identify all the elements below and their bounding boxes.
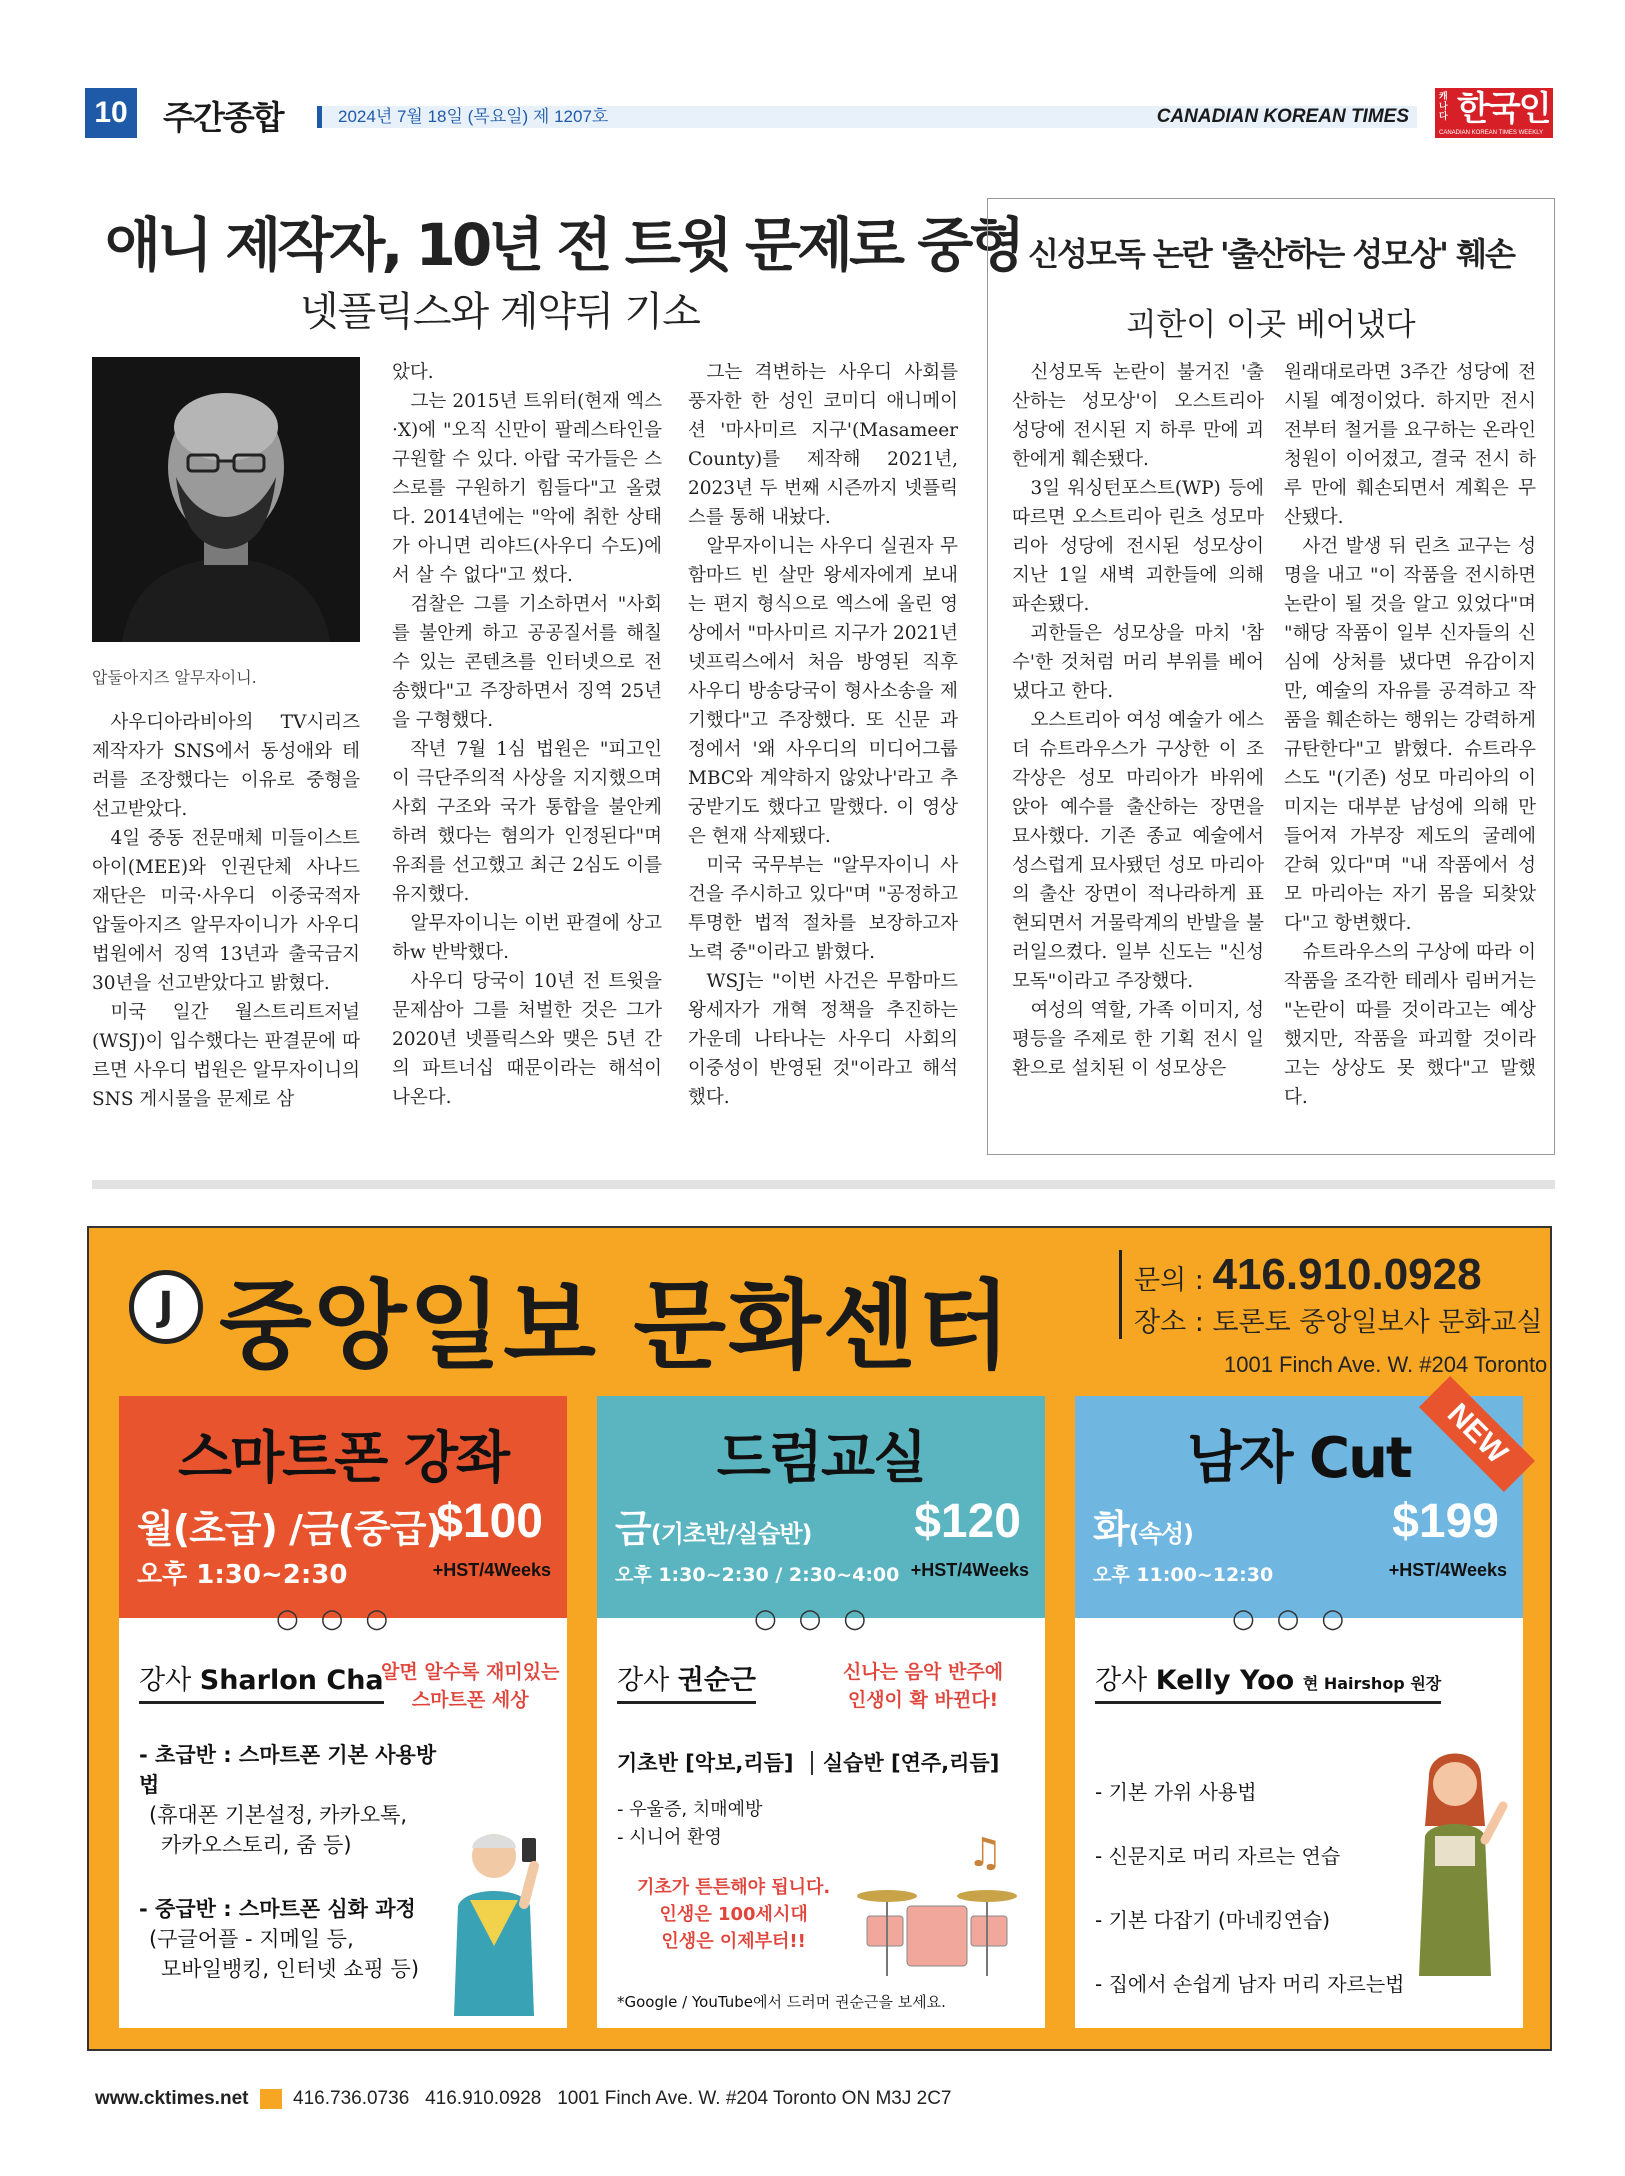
culture-center-ad xyxy=(87,1226,1552,2051)
logo-sub-text: CANADIAN KOREAN TIMES WEEKLY xyxy=(1439,130,1544,136)
class-curriculum xyxy=(617,1796,762,1852)
class-time: 오후 11:00~12:30 xyxy=(1093,1564,1274,1586)
article2-headline: 신성모독 논란 '출산하는 성모상' 훼손 xyxy=(1028,235,1514,273)
ad-contact-info xyxy=(1119,1250,1543,1339)
paragraph: 검찰은 그를 기소하면서 "사회를 불안케 하고 공공질서를 해칠 수 있는 콘텐츠를 인터넷으로 전송했다"고 주장하면서 징역 25년을 구형했다. xyxy=(392,594,662,731)
page-footer xyxy=(95,2088,951,2110)
class-day-sub: (속성) xyxy=(1128,1520,1194,1548)
list-item: (구글어플 - 지메일 등, xyxy=(149,1927,354,1951)
drum-set-illustration-icon xyxy=(847,1826,1027,1986)
teacher-label: 강사 xyxy=(617,1665,670,1696)
ad-address: 1001 Finch Ave. W. #204 Toronto xyxy=(1224,1352,1548,1377)
contact-label: 문의 : xyxy=(1134,1265,1204,1296)
list-item: - 집에서 손쉽게 남자 머리 자르는법 xyxy=(1095,1972,1405,1996)
new-badge: NEW xyxy=(1419,1376,1535,1492)
article1-column-1 xyxy=(92,708,360,1114)
list-item: - 신문지로 머리 자르는 연습 xyxy=(1095,1844,1341,1868)
teacher-value: Kelly Yoo xyxy=(1155,1665,1295,1696)
senior-smartphone-illustration-icon xyxy=(434,1816,554,2016)
article2-column-2 xyxy=(1284,358,1536,1112)
footer-website[interactable]: www.cktimes.net xyxy=(95,2088,249,2109)
issue-date: 2024년 7월 18일 (목요일) 제 1207호 xyxy=(338,107,609,126)
class-curriculum xyxy=(1095,1760,1404,2016)
paragraph: WSJ는 "이번 사건은 무함마드 왕세자가 개혁 정책을 추진하는 가운데 나타나는 사우디 사회의 이중성이 반영된 것"이라고 해석했다. xyxy=(688,971,958,1108)
binder-rings-icon: ○○○ xyxy=(275,1604,411,1634)
paragraph: 사건 발생 뒤 린츠 교구는 성명을 내고 "이 작품을 전시하면 논란이 될 것을 알고 있었다"며 "해당 작품이 일부 신자들의 신심에 상처를 냈다면 유감이지만, 예술의 자유를 공격하고 작품을 훼손하는 행위는 강력하게 규탄한다"고 밝혔다. 슈트라우스도 "(기존) 성모 마리아의 이미지는 대부분 남성에 의해 만들어져 가부장 제도의 굴레에 갇혀 있다"며 "내 작품에서 성모 마리아는 자기 몸을 되찾았다"고 항변했다. xyxy=(1284,536,1536,934)
article1-column-2 xyxy=(392,358,662,1112)
class-slogan xyxy=(381,1658,559,1714)
home-icon xyxy=(260,2089,282,2109)
list-item: (휴대폰 기본설정, 카카오톡, xyxy=(149,1803,408,1827)
paragraph: 슈트라우스의 구상에 따라 이 작품을 조각한 테레사 림버거는 "논란이 따를 것이라고는 예상했지만, 작품을 파괴할 것이라고는 상상도 못 했다"고 말했다. xyxy=(1284,942,1536,1108)
article1-column-3 xyxy=(688,358,958,1112)
class-title: 드럼교실 xyxy=(716,1426,926,1491)
class-tax: +HST/4Weeks xyxy=(910,1560,1029,1580)
teacher-value: Sharlon Cha xyxy=(199,1665,384,1696)
drum-class-card xyxy=(597,1396,1045,2028)
teacher-note: 현 Hairshop 원장 xyxy=(1302,1674,1442,1693)
paragraph: 그는 2015년 트위터(현재 엑스·X)에 "오직 신만이 팔레스타인을 구원할 수 있다. 아랍 국가들은 스스로를 구원하기 힘들다"고 올렸다. 2014년에는 "악에 취한 상태가 아니면 리야드(사우디 수도)에서 살 수 없다"고 썼다. xyxy=(392,391,662,586)
youtube-note: *Google / YouTube에서 드러머 권순근을 보세요. xyxy=(617,1993,946,2011)
list-item: - 중급반 : 스마트폰 심화 과정 xyxy=(139,1897,416,1921)
footer-address: 1001 Finch Ave. W. #204 Toronto ON M3J 2C7 xyxy=(557,2088,952,2109)
promo-line: 기초가 튼튼해야 됩니다. xyxy=(637,1877,831,1898)
class-levels xyxy=(617,1748,999,1778)
class-curriculum xyxy=(139,1740,439,1984)
paragraph: 았다. xyxy=(392,362,434,383)
location-row xyxy=(1134,1300,1543,1339)
publication-name: CANADIAN KOREAN TIMES xyxy=(1156,106,1409,127)
svg-text:♫: ♫ xyxy=(967,1830,1003,1876)
list-item: - 우울증, 치매예방 xyxy=(617,1799,763,1820)
contact-phone: 416.910.0928 xyxy=(1212,1250,1482,1299)
paragraph: 신성모독 논란이 불거진 '출산하는 성모상'이 오스트리아 성당에 전시된 지 하루 만에 괴한에게 훼손됐다. xyxy=(1012,362,1264,470)
paragraph: 미국 일간 월스트리트저널(WSJ)이 입수했다는 판결문에 따르면 사우디 법원은 알무자이니의 SNS 게시물을 문제로 삼 xyxy=(92,1002,360,1110)
paragraph: 4일 중동 전문매체 미들이스트아이(MEE)와 인권단체 사나드 재단은 미국·사우디 이중국적자 압둘아지즈 알무자이니가 사우디 법원에서 징역 13년과 출국금지 30년을 선고받았다고 밝혔다. xyxy=(92,828,360,994)
slogan-line: 스마트폰 세상 xyxy=(411,1689,529,1711)
article1-headline: 애니 제작자, 10년 전 트윗 문제로 중형 xyxy=(105,211,1022,279)
class-day-main: 화 xyxy=(1093,1507,1129,1551)
promo-line: 인생은 이제부터!! xyxy=(661,1931,806,1952)
class-level-practice: 실습반 [연주,리듬] xyxy=(811,1751,1000,1775)
binder-rings-icon: ○○○ xyxy=(753,1604,889,1634)
list-item: 모바일뱅킹, 인터넷 쇼핑 등) xyxy=(161,1957,420,1981)
paragraph: 작년 7월 1심 법원은 "피고인이 극단주의적 사상을 지지했으며 사회 구조와 국가 통합을 불안케 하려 했다는 혐의가 인정된다"며 유죄를 선고했고 최근 2심도 이를 유지했다. xyxy=(392,739,662,905)
logo-side-text: 캐나다 xyxy=(1439,92,1448,122)
class-day-sub: (기초반/실습반) xyxy=(650,1520,812,1548)
card-header xyxy=(597,1396,1045,1618)
teacher-name xyxy=(617,1658,756,1704)
class-tax: +HST/4Weeks xyxy=(432,1560,551,1580)
teacher-label: 강사 xyxy=(1095,1665,1148,1696)
article2-subheadline: 괴한이 이곳 베어냈다 xyxy=(1126,307,1416,343)
paragraph: 여성의 역할, 가족 이미지, 성평등을 주제로 한 기획 전시 일환으로 설치된 이 성모상은 xyxy=(1012,1000,1264,1079)
list-item: - 시니어 환영 xyxy=(617,1827,722,1848)
header-bar xyxy=(317,106,1417,128)
slogan-line: 인생이 확 바뀐다! xyxy=(847,1689,999,1711)
section-title: 주간종합 xyxy=(163,98,283,137)
paragraph: 오스트리아 여성 예술가 에스더 슈트라우스가 구상한 이 조각상은 성모 마리아가 바위에 앉아 예수를 출산하는 장면을 묘사했다. 기존 종교 예술에서 성스럽게 묘사됐던 성모 마리아의 출산 장면이 적나라하게 표현되면서 거물락계의 반발을 불러일으켰다. 일부 신도는 "신성 모독"이라고 주장했다. xyxy=(1012,710,1264,992)
article2-column-1 xyxy=(1012,358,1264,1083)
paragraph: 3일 워싱턴포스트(WP) 등에 따르면 오스트리아 린츠 성모마리아 성당에 전시된 성모상이 지난 1일 새벽 괴한들에 의해 파손됐다. xyxy=(1012,478,1264,615)
teacher-value: 권순근 xyxy=(677,1665,757,1696)
location-name: 토론토 중앙일보사 문화교실 xyxy=(1212,1307,1543,1338)
photo-caption: 압둘아지즈 알무자이니. xyxy=(92,668,257,687)
class-tax: +HST/4Weeks xyxy=(1388,1560,1507,1580)
paragraph: 그는 격변하는 사우디 사회를 풍자한 한 성인 코미디 애니메이션 '마사미르 지구'(Masameer County)를 제작해 2021년, 2023년 두 번째 시즌까지 넷플릭스를 통해 내놨다. xyxy=(688,362,958,528)
card-header xyxy=(119,1396,567,1618)
footer-phone-1: 416.736.0736 xyxy=(293,2088,410,2109)
class-promo xyxy=(637,1874,830,1955)
paragraph: 미국 국무부는 "알무자이니 사건을 주시하고 있다"며 "공정하고 투명한 법적 절차를 보장하고자 노력 중"이라고 밝혔다. xyxy=(688,855,958,963)
paragraph: 사우디 당국이 10년 전 트윗을 문제삼아 그를 처벌한 것은 그가 2020년 넷플릭스와 맺은 5년 간의 파트너십 때문이라는 해석이 나온다. xyxy=(392,971,662,1108)
class-days: 월(초급) /금(중급) xyxy=(137,1507,442,1551)
teacher-label: 강사 xyxy=(139,1665,192,1696)
ad-title: 중앙일보 문화센터 xyxy=(219,1270,1013,1382)
contact-row xyxy=(1134,1250,1543,1300)
smartphone-class-card xyxy=(119,1396,567,2028)
class-day-main: 금 xyxy=(615,1507,651,1551)
class-time: 오후 1:30~2:30 / 2:30~4:00 xyxy=(615,1564,900,1586)
list-item: - 초급반 : 스마트폰 기본 사용방법 xyxy=(139,1743,437,1797)
paragraph: 알무자이니는 사우디 실권자 무함마드 빈 살만 왕세자에게 보내는 편지 형식으로 엑스에 올린 영상에서 "마사미르 지구가 2021년 넷프릭스에서 처음 방영된 직후 사우디 방송당국이 형사소송을 제기했다"고 주장했다. 또 신문 과정에서 '왜 사우디의 미디어그룹 MBC와 계약하지 않았나'라고 추궁받기도 했다고 말했다. 이 영상은 현재 삭제됐다. xyxy=(688,536,958,847)
promo-line: 인생은 100세시대 xyxy=(659,1904,808,1925)
location-label: 장소 : xyxy=(1134,1307,1204,1338)
paragraph: 원래대로라면 3주간 성당에 전시될 예정이었다. 하지만 전시 전부터 철거를 요구하는 온라인 청원이 이어졌고, 결국 전시 하루 만에 훼손되면서 계획은 무산됐다. xyxy=(1284,362,1536,528)
page-number: 10 xyxy=(85,88,137,138)
class-time: 오후 1:30~2:30 xyxy=(137,1560,348,1590)
teacher-name xyxy=(1095,1658,1441,1704)
class-level-basic: 기초반 [악보,리듬] xyxy=(617,1751,794,1775)
portrait-photo xyxy=(92,357,360,642)
class-title: 스마트폰 강좌 xyxy=(177,1426,509,1491)
logo-main-text: 한국인 xyxy=(1457,89,1550,129)
class-slogan xyxy=(843,1658,1003,1714)
teacher-name xyxy=(139,1658,384,1704)
class-title: 남자 Cut xyxy=(1187,1426,1411,1491)
class-days xyxy=(1093,1498,1193,1553)
binder-rings-icon: ○○○ xyxy=(1231,1604,1367,1634)
joongang-logo-icon: J xyxy=(129,1270,203,1344)
haircut-class-card xyxy=(1075,1396,1523,2028)
footer-phone-2: 416.910.0928 xyxy=(425,2088,542,2109)
list-item: - 기본 가위 사용법 xyxy=(1095,1780,1257,1804)
paragraph: 알무자이니는 이번 판결에 상고하w 반박했다. xyxy=(392,913,662,963)
paragraph: 괴한들은 성모상을 마치 '참수'한 것처럼 머리 부위를 베어냈다고 한다. xyxy=(1012,623,1264,702)
list-item: 카카오스토리, 줌 등) xyxy=(161,1833,352,1857)
slogan-line: 알면 알수록 재미있는 xyxy=(381,1661,560,1683)
section-divider xyxy=(92,1180,1555,1189)
page-header xyxy=(85,88,1555,138)
class-days xyxy=(615,1498,812,1553)
article1-subheadline: 넷플릭스와 계약뒤 기소 xyxy=(300,289,700,335)
class-price: $199 xyxy=(1392,1495,1499,1548)
slogan-line: 신나는 음악 반주에 xyxy=(843,1661,1004,1683)
newspaper-logo xyxy=(1435,88,1553,138)
list-item: - 기본 다잡기 (마네킹연습) xyxy=(1095,1908,1331,1932)
class-price: $120 xyxy=(914,1495,1021,1548)
hairdresser-illustration-icon xyxy=(1395,1736,1515,1976)
paragraph: 사우디아라비아의 TV시리즈 제작자가 SNS에서 동성애와 테러를 조장했다는 이유로 중형을 선고받았다. xyxy=(92,712,360,820)
class-price: $100 xyxy=(436,1495,543,1548)
